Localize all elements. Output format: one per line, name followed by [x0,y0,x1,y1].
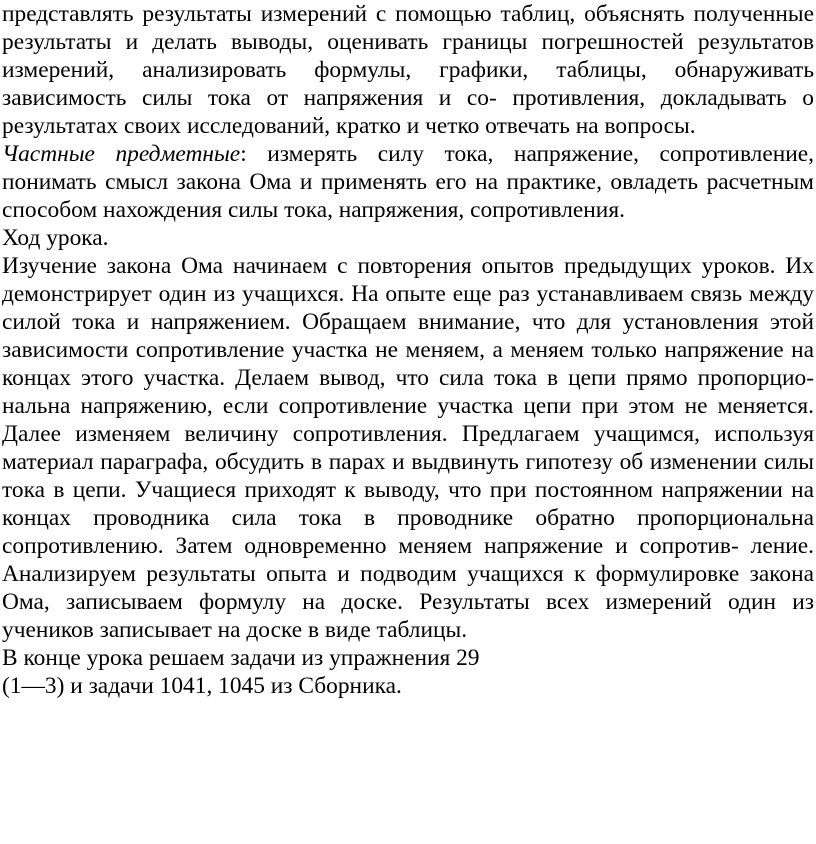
subject-results-paragraph [2,140,814,224]
closing-line-2: (1—3) и задачи 1041, 1045 из Сборника. [2,673,402,699]
intro-paragraph: представлять результаты измерений с помощью таблиц, объяснять полученные результаты и делать выводы, оценивать границы погрешностей результатов измерений, анализировать формулы, графики, таблицы, обнаруживать зависимость силы тока от напряжения и со- противления, докладывать о результатах своих исследований, кратко и четко отвечать на вопросы. [2,1,814,139]
subject-results-label: Частные предметные [2,141,241,167]
subject-results-text: : измерять силу тока, напряжение, сопротивление, понимать смысл закона Ома и применять его на практике, овладеть расчетным способом нахождения силы тока, напряжения, сопротивления. [2,141,814,223]
lesson-heading: Ход урока. [2,225,109,251]
document-page [2,0,814,700]
lesson-body-paragraph: Изучение закона Ома начинаем с повторения опытов предыдущих уроков. Их демонстрирует один из учащихся. На опыте еще раз устанавливаем связь между силой тока и напряжением. Обращаем внимание, что для установления этой зависимости сопротивление участка не меняем, а меняем только напряжение на концах этого участка. Делаем вывод, что сила тока в цепи прямо пропорцио- нальна напряжению, если сопротивление участка цепи при этом не меняется. Далее изменяем величину сопротивления. Предлагаем учащимся, используя материал параграфа, обсудить в парах и выдвинуть гипотезу об изменении силы тока в цепи. Учащиеся приходят к выводу, что при постоянном напряжении на концах проводника сила тока в проводнике обратно пропорциональна сопротивлению. Затем одновременно меняем напряжение и сопротив- ление. Анализируем результаты опыта и подводим учащихся к формулировке закона Ома, записываем формулу на доске. Результаты всех измерений один из учеников записывает на доске в виде таблицы. [2,253,814,643]
closing-line-1: В конце урока решаем задачи из упражнения 29 [2,645,480,671]
